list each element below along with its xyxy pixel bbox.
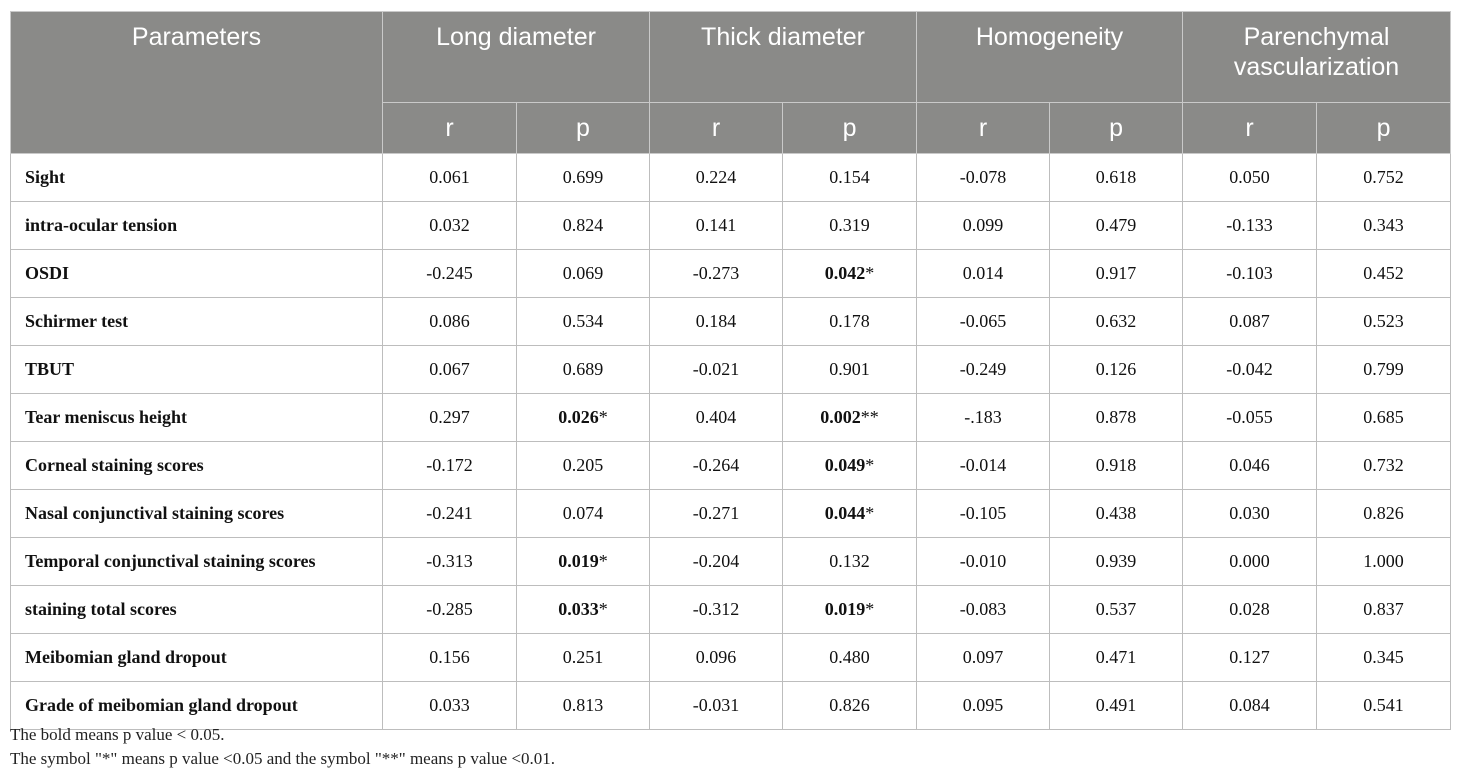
cell-value: 0.824 (562, 215, 604, 235)
table-row (11, 250, 1451, 298)
cell-r-value (917, 154, 1050, 202)
table-row (11, 538, 1451, 586)
cell-p-value (517, 490, 650, 538)
cell-r-value (650, 346, 783, 394)
table-row (11, 346, 1451, 394)
cell-r-value (383, 298, 517, 346)
row-label: Grade of meibomian gland dropout (11, 682, 383, 730)
cell-p-value (517, 394, 650, 442)
cell-value: -0.010 (959, 551, 1007, 571)
cell-r-value (1183, 250, 1317, 298)
cell-r-value (1183, 298, 1317, 346)
cell-r-value (650, 202, 783, 250)
header-long-diameter: Long diameter (383, 12, 650, 103)
cell-p-value (783, 442, 917, 490)
cell-value: 0.939 (1095, 551, 1137, 571)
cell-p-value (1317, 490, 1451, 538)
cell-value: -0.249 (959, 359, 1007, 379)
correlation-table-container (10, 11, 1450, 730)
cell-p-value (517, 634, 650, 682)
cell-value: 0.050 (1229, 167, 1270, 187)
cell-value: 0.837 (1363, 599, 1404, 619)
cell-p-value (517, 202, 650, 250)
significance-mark: * (865, 599, 875, 619)
cell-r-value (383, 634, 517, 682)
cell-value: 0.033 (558, 599, 599, 619)
cell-r-value (1183, 586, 1317, 634)
cell-value: 0.154 (829, 167, 870, 187)
cell-p-value (1050, 298, 1183, 346)
table-row (11, 586, 1451, 634)
row-label: OSDI (11, 250, 383, 298)
cell-value: 0.343 (1363, 215, 1404, 235)
cell-p-value (517, 154, 650, 202)
cell-value: 0.178 (829, 311, 870, 331)
cell-r-value (1183, 394, 1317, 442)
cell-r-value (917, 490, 1050, 538)
cell-value: 0.042 (824, 263, 866, 283)
cell-p-value (1317, 298, 1451, 346)
row-label: intra-ocular tension (11, 202, 383, 250)
cell-value: -0.078 (959, 167, 1007, 187)
footnote-bold: The bold means p value < 0.05. (10, 725, 225, 744)
cell-r-value (1183, 634, 1317, 682)
cell-value: -0.103 (1226, 263, 1273, 283)
cell-p-value (1050, 490, 1183, 538)
cell-value: 0.030 (1229, 503, 1270, 523)
cell-value: 0.097 (962, 647, 1004, 667)
row-label: TBUT (11, 346, 383, 394)
cell-value: 0.224 (695, 167, 737, 187)
table-header (11, 12, 1451, 154)
cell-r-value (383, 538, 517, 586)
cell-p-value (1050, 154, 1183, 202)
cell-value: 0.002 (820, 407, 861, 427)
cell-p-value (783, 634, 917, 682)
cell-value: 0.033 (429, 695, 470, 715)
cell-p-value (783, 586, 917, 634)
cell-p-value (1317, 154, 1451, 202)
header-row-groups (11, 12, 1451, 103)
header-sub-r: r (917, 103, 1050, 154)
cell-value: -.183 (964, 407, 1002, 427)
table-footnotes (10, 723, 555, 771)
cell-value: 0.205 (562, 455, 604, 475)
cell-value: 0.099 (962, 215, 1004, 235)
cell-p-value (1050, 442, 1183, 490)
cell-r-value (383, 394, 517, 442)
cell-value: -0.021 (692, 359, 740, 379)
cell-r-value (650, 394, 783, 442)
table-row (11, 490, 1451, 538)
cell-value: 0.826 (1363, 503, 1404, 523)
cell-value: 0.156 (429, 647, 470, 667)
cell-p-value (1050, 250, 1183, 298)
cell-value: -0.042 (1226, 359, 1273, 379)
cell-r-value (383, 154, 517, 202)
cell-value: 0.026 (558, 407, 599, 427)
cell-value: 0.084 (1229, 695, 1270, 715)
cell-p-value (517, 250, 650, 298)
cell-value: -0.031 (692, 695, 740, 715)
cell-value: 0.074 (562, 503, 604, 523)
table-body (11, 154, 1451, 730)
cell-r-value (917, 202, 1050, 250)
cell-r-value (383, 442, 517, 490)
cell-value: 0.826 (829, 695, 870, 715)
cell-p-value (1317, 442, 1451, 490)
header-sub-r: r (1183, 103, 1317, 154)
cell-value: 0.479 (1095, 215, 1137, 235)
cell-r-value (650, 586, 783, 634)
header-sub-p: p (783, 103, 917, 154)
cell-r-value (383, 250, 517, 298)
cell-value: -0.083 (959, 599, 1007, 619)
cell-p-value (783, 682, 917, 730)
cell-p-value (517, 298, 650, 346)
cell-value: 0.095 (962, 695, 1004, 715)
row-label: staining total scores (11, 586, 383, 634)
table-row (11, 442, 1451, 490)
cell-value: 0.452 (1363, 263, 1404, 283)
cell-value: 0.438 (1095, 503, 1137, 523)
cell-p-value (783, 490, 917, 538)
significance-mark: * (865, 503, 875, 523)
cell-p-value (783, 538, 917, 586)
header-thick-diameter: Thick diameter (650, 12, 917, 103)
cell-p-value (1317, 682, 1451, 730)
cell-value: 0.901 (829, 359, 870, 379)
cell-value: 0.028 (1229, 599, 1270, 619)
cell-p-value (1050, 346, 1183, 394)
cell-value: -0.105 (959, 503, 1007, 523)
cell-r-value (383, 202, 517, 250)
cell-p-value (517, 442, 650, 490)
cell-value: 0.541 (1363, 695, 1404, 715)
cell-r-value (917, 586, 1050, 634)
cell-p-value (783, 394, 917, 442)
row-label: Meibomian gland dropout (11, 634, 383, 682)
cell-value: 0.061 (429, 167, 470, 187)
cell-value: 0.523 (1363, 311, 1404, 331)
cell-value: 0.049 (824, 455, 866, 475)
cell-value: 0.537 (1095, 599, 1137, 619)
cell-r-value (917, 346, 1050, 394)
cell-value: 0.297 (429, 407, 470, 427)
table-row (11, 394, 1451, 442)
row-label: Schirmer test (11, 298, 383, 346)
significance-mark: * (865, 263, 875, 283)
header-parenchymal-vascularization: Parenchymal vascularization (1183, 12, 1451, 103)
cell-value: 0.086 (429, 311, 470, 331)
cell-value: -0.313 (426, 551, 473, 571)
cell-value: 0.752 (1363, 167, 1404, 187)
row-label: Tear meniscus height (11, 394, 383, 442)
table-row (11, 154, 1451, 202)
significance-mark: * (598, 407, 608, 427)
cell-value: 0.019 (558, 551, 599, 571)
cell-r-value (1183, 538, 1317, 586)
cell-value: -0.065 (959, 311, 1007, 331)
cell-value: 0.345 (1363, 647, 1404, 667)
cell-r-value (650, 154, 783, 202)
cell-value: 0.019 (824, 599, 866, 619)
cell-p-value (1050, 682, 1183, 730)
cell-value: 0.032 (429, 215, 470, 235)
cell-value: 0.813 (562, 695, 604, 715)
cell-value: 0.141 (695, 215, 737, 235)
correlation-table (10, 11, 1451, 730)
cell-value: 0.491 (1095, 695, 1137, 715)
cell-p-value (1317, 538, 1451, 586)
cell-r-value (650, 490, 783, 538)
cell-value: -0.055 (1226, 407, 1273, 427)
cell-value: 0.046 (1229, 455, 1270, 475)
footnote-symbols: The symbol "*" means p value <0.05 and the symbol "**" means p value <0.01. (10, 749, 556, 768)
cell-p-value (783, 298, 917, 346)
cell-r-value (917, 538, 1050, 586)
cell-r-value (383, 490, 517, 538)
cell-r-value (650, 634, 783, 682)
cell-value: 0.069 (562, 263, 604, 283)
table-row (11, 634, 1451, 682)
header-sub-p: p (1317, 103, 1451, 154)
cell-r-value (383, 586, 517, 634)
cell-value: 0.480 (829, 647, 870, 667)
cell-value: -0.264 (692, 455, 740, 475)
cell-value: -0.273 (692, 263, 740, 283)
cell-p-value (1317, 202, 1451, 250)
row-label: Sight (11, 154, 383, 202)
cell-r-value (1183, 202, 1317, 250)
cell-r-value (650, 442, 783, 490)
cell-p-value (1317, 250, 1451, 298)
cell-value: 0.014 (962, 263, 1004, 283)
cell-value: -0.285 (426, 599, 473, 619)
cell-value: 0.732 (1363, 455, 1404, 475)
cell-r-value (1183, 442, 1317, 490)
row-label: Nasal conjunctival staining scores (11, 490, 383, 538)
significance-mark: ** (860, 407, 879, 427)
cell-value: -0.133 (1226, 215, 1273, 235)
cell-p-value (1050, 634, 1183, 682)
cell-p-value (783, 250, 917, 298)
cell-p-value (783, 346, 917, 394)
cell-value: 0.918 (1095, 455, 1137, 475)
cell-value: 0.699 (562, 167, 604, 187)
cell-r-value (917, 394, 1050, 442)
cell-r-value (650, 538, 783, 586)
cell-p-value (1317, 634, 1451, 682)
cell-value: -0.271 (692, 503, 740, 523)
cell-value: 0.632 (1095, 311, 1137, 331)
cell-value: 0.799 (1363, 359, 1404, 379)
cell-r-value (383, 346, 517, 394)
cell-value: 0.878 (1095, 407, 1137, 427)
cell-value: 0.319 (829, 215, 870, 235)
cell-value: 0.404 (695, 407, 737, 427)
cell-value: 0.184 (695, 311, 737, 331)
cell-value: 0.127 (1229, 647, 1270, 667)
cell-value: 0.096 (695, 647, 737, 667)
cell-p-value (1050, 394, 1183, 442)
cell-r-value (1183, 490, 1317, 538)
header-parameters: Parameters (11, 12, 383, 154)
cell-value: 0.917 (1095, 263, 1137, 283)
cell-value: -0.245 (426, 263, 473, 283)
cell-p-value (1050, 538, 1183, 586)
header-sub-r: r (650, 103, 783, 154)
cell-p-value (517, 586, 650, 634)
header-sub-p: p (517, 103, 650, 154)
table-row (11, 202, 1451, 250)
cell-p-value (517, 538, 650, 586)
row-label: Corneal staining scores (11, 442, 383, 490)
cell-r-value (917, 634, 1050, 682)
cell-r-value (650, 682, 783, 730)
significance-mark: * (865, 455, 875, 475)
header-sub-p: p (1050, 103, 1183, 154)
significance-mark: * (598, 551, 608, 571)
cell-value: -0.312 (692, 599, 740, 619)
cell-p-value (783, 154, 917, 202)
cell-value: 0.126 (1095, 359, 1137, 379)
cell-r-value (1183, 154, 1317, 202)
cell-value: -0.172 (426, 455, 473, 475)
cell-p-value (517, 346, 650, 394)
cell-r-value (650, 298, 783, 346)
header-sub-r: r (383, 103, 517, 154)
cell-r-value (917, 250, 1050, 298)
cell-value: 0.132 (829, 551, 870, 571)
table-row (11, 298, 1451, 346)
row-label: Temporal conjunctival staining scores (11, 538, 383, 586)
cell-r-value (650, 250, 783, 298)
cell-value: 0.685 (1363, 407, 1404, 427)
cell-value: 0.251 (562, 647, 604, 667)
cell-p-value (1317, 586, 1451, 634)
cell-value: 0.534 (562, 311, 604, 331)
significance-mark: * (598, 599, 608, 619)
cell-value: 0.618 (1095, 167, 1137, 187)
cell-value: 0.000 (1229, 551, 1270, 571)
cell-r-value (1183, 682, 1317, 730)
cell-value: -0.014 (959, 455, 1007, 475)
cell-value: 0.689 (562, 359, 604, 379)
cell-value: 0.044 (824, 503, 866, 523)
header-homogeneity: Homogeneity (917, 12, 1183, 103)
cell-value: 0.067 (429, 359, 470, 379)
cell-value: -0.204 (692, 551, 740, 571)
cell-value: 0.087 (1229, 311, 1270, 331)
cell-p-value (1050, 202, 1183, 250)
cell-value: 1.000 (1363, 551, 1404, 571)
cell-value: -0.241 (426, 503, 473, 523)
cell-p-value (783, 202, 917, 250)
cell-p-value (1317, 346, 1451, 394)
cell-p-value (1317, 394, 1451, 442)
cell-r-value (917, 442, 1050, 490)
cell-r-value (917, 682, 1050, 730)
cell-value: 0.471 (1095, 647, 1137, 667)
cell-r-value (917, 298, 1050, 346)
cell-r-value (1183, 346, 1317, 394)
cell-p-value (1050, 586, 1183, 634)
